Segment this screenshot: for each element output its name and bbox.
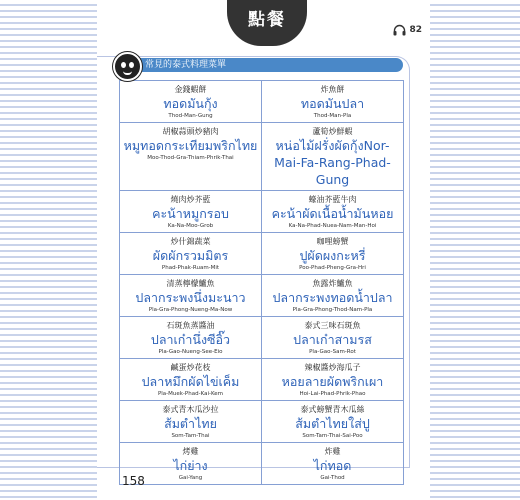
chapter-title: 點餐 bbox=[248, 10, 286, 30]
dish-chinese-name: 辣椒醬炒海瓜子 bbox=[304, 363, 361, 372]
dish-romanization: Gai-Thod bbox=[320, 475, 345, 481]
dish-chinese-name: 泰式三味石斑魚 bbox=[304, 321, 361, 330]
dish-romanization: Ka-Na-Moo-Grob bbox=[167, 223, 214, 229]
dish-thai-name: ปลากระพงนึ่งมะนาว bbox=[135, 290, 246, 305]
dish-thai-name: คะน้าผัดเนื้อน้ำมันหอย bbox=[271, 206, 394, 221]
dish-chinese-name: 清蒸檸檬鱸魚 bbox=[166, 279, 215, 288]
dish-chinese-name: 炸雞 bbox=[324, 447, 341, 456]
dish-chinese-name: 烤雞 bbox=[182, 447, 199, 456]
menu-item bbox=[120, 275, 262, 317]
dish-romanization: Thod-Man-Pla bbox=[313, 113, 352, 119]
dish-chinese-name: 金錢蝦餅 bbox=[174, 85, 207, 94]
dish-thai-name: หมูทอดกระเทียมพริกไทย bbox=[123, 138, 258, 153]
dish-romanization: Poo-Phad-Pheng-Gra-Hri bbox=[299, 265, 366, 271]
chapter-tab bbox=[227, 0, 307, 46]
menu-item bbox=[120, 81, 262, 123]
dish-chinese-name: 鹹蛋炒花枝 bbox=[170, 363, 211, 372]
dish-romanization: Phad-Phak-Ruam-Mit bbox=[161, 265, 220, 271]
menu-item bbox=[120, 359, 262, 401]
menu-item bbox=[262, 359, 404, 401]
dish-chinese-name: 咖哩螃蟹 bbox=[316, 237, 349, 246]
dish-thai-name: หน่อไม้ฝรั่งผัดกุ้งNor-Mai-Fa-Rang-Phad-Gung bbox=[274, 138, 391, 187]
menu-table bbox=[119, 80, 404, 485]
dish-thai-name: ปลาเก๋าสามรส bbox=[293, 332, 372, 347]
dish-thai-name: ทอดมันกุ้ง bbox=[163, 96, 218, 111]
page-number: 158 bbox=[122, 474, 145, 488]
section-title: 常見的泰式料理菜單 bbox=[131, 58, 403, 72]
dish-chinese-name: 蘆筍炒鮮蝦 bbox=[312, 127, 353, 136]
dish-romanization: Pla-Gra-Phong-Nueng-Ma-Now bbox=[148, 307, 233, 313]
menu-item bbox=[262, 233, 404, 275]
dish-thai-name: ปลากระพงทอดน้ำปลา bbox=[272, 290, 393, 305]
audio-track-number: 82 bbox=[409, 25, 422, 35]
dish-romanization: Pla-Muek-Phad-Kai-Kem bbox=[157, 391, 224, 397]
dish-thai-name: คะน้าหมูกรอบ bbox=[152, 206, 229, 221]
table-row bbox=[120, 191, 404, 233]
dish-chinese-name: 蠔油芥藍牛肉 bbox=[308, 195, 357, 204]
dish-romanization: Moo-Thod-Gra-Thiam-Phrik-Thai bbox=[147, 155, 234, 161]
dish-thai-name: ส้มตำไทย bbox=[164, 416, 217, 431]
dish-chinese-name: 燒肉炒芥藍 bbox=[170, 195, 211, 204]
dish-romanization: Pla-Gra-Phong-Thod-Nam-Pla bbox=[292, 307, 373, 313]
dish-romanization: Som-Tam-Thai bbox=[171, 433, 210, 439]
dish-thai-name: ปลาหมึกผัดไข่เค็ม bbox=[141, 374, 240, 389]
dish-romanization: Som-Tam-Thai-Sai-Poo bbox=[302, 433, 363, 439]
menu-item bbox=[262, 275, 404, 317]
mascot-icon bbox=[113, 52, 142, 81]
dish-thai-name: ปูผัดผงกะหรี่ bbox=[299, 248, 366, 263]
audio-track[interactable] bbox=[393, 24, 422, 36]
dish-romanization: Hoi-Lai-Phad-Phrik-Phao bbox=[299, 391, 366, 397]
book-page bbox=[97, 0, 430, 500]
table-row bbox=[120, 359, 404, 401]
dish-chinese-name: 炸魚餅 bbox=[320, 85, 345, 94]
table-row bbox=[120, 317, 404, 359]
headphones-icon bbox=[393, 24, 406, 36]
dish-thai-name: ทอดมันปลา bbox=[300, 96, 365, 111]
table-row bbox=[120, 443, 404, 485]
dish-chinese-name: 炒什錦蔬菜 bbox=[170, 237, 211, 246]
table-row bbox=[120, 275, 404, 317]
dish-romanization: Gai-Yang bbox=[178, 475, 203, 481]
table-row bbox=[120, 233, 404, 275]
dish-chinese-name: 魚露炸鱸魚 bbox=[312, 279, 353, 288]
menu-item bbox=[262, 81, 404, 123]
dish-thai-name: ส้มตำไทยใส่ปู bbox=[295, 416, 370, 431]
dish-thai-name: ไก่ย่าง bbox=[173, 458, 208, 473]
menu-item bbox=[262, 401, 404, 443]
dish-romanization: Pla-Gao-Sam-Rot bbox=[309, 349, 356, 355]
table-row bbox=[120, 123, 404, 191]
menu-item bbox=[120, 123, 262, 191]
dish-thai-name: ไก่ทอด bbox=[313, 458, 352, 473]
menu-item bbox=[120, 191, 262, 233]
table-row bbox=[120, 81, 404, 123]
menu-item bbox=[120, 401, 262, 443]
menu-item bbox=[262, 443, 404, 485]
dish-chinese-name: 石斑魚蒸醬油 bbox=[166, 321, 215, 330]
dish-romanization: Ka-Na-Phad-Nuea-Nam-Man-Hoi bbox=[288, 223, 377, 229]
table-row bbox=[120, 401, 404, 443]
dish-romanization: Thod-Man-Gung bbox=[168, 113, 213, 119]
dish-chinese-name: 泰式螃蟹青木瓜絲 bbox=[300, 405, 365, 414]
menu-item bbox=[120, 317, 262, 359]
menu-item bbox=[120, 233, 262, 275]
dish-thai-name: ปลาเก๋านึ่งซีอิ๊ว bbox=[150, 332, 231, 347]
dish-romanization: Pla-Gao-Nueng-See-Eio bbox=[158, 349, 223, 355]
dish-chinese-name: 泰式青木瓜沙拉 bbox=[162, 405, 219, 414]
menu-item bbox=[262, 191, 404, 233]
dish-chinese-name: 胡椒蒜頭炒豬肉 bbox=[162, 127, 219, 136]
menu-item bbox=[262, 123, 404, 191]
menu-item bbox=[262, 317, 404, 359]
dish-thai-name: ผัดผักรวมมิตร bbox=[152, 248, 229, 263]
dish-thai-name: หอยลายผัดพริกเผา bbox=[281, 374, 384, 389]
